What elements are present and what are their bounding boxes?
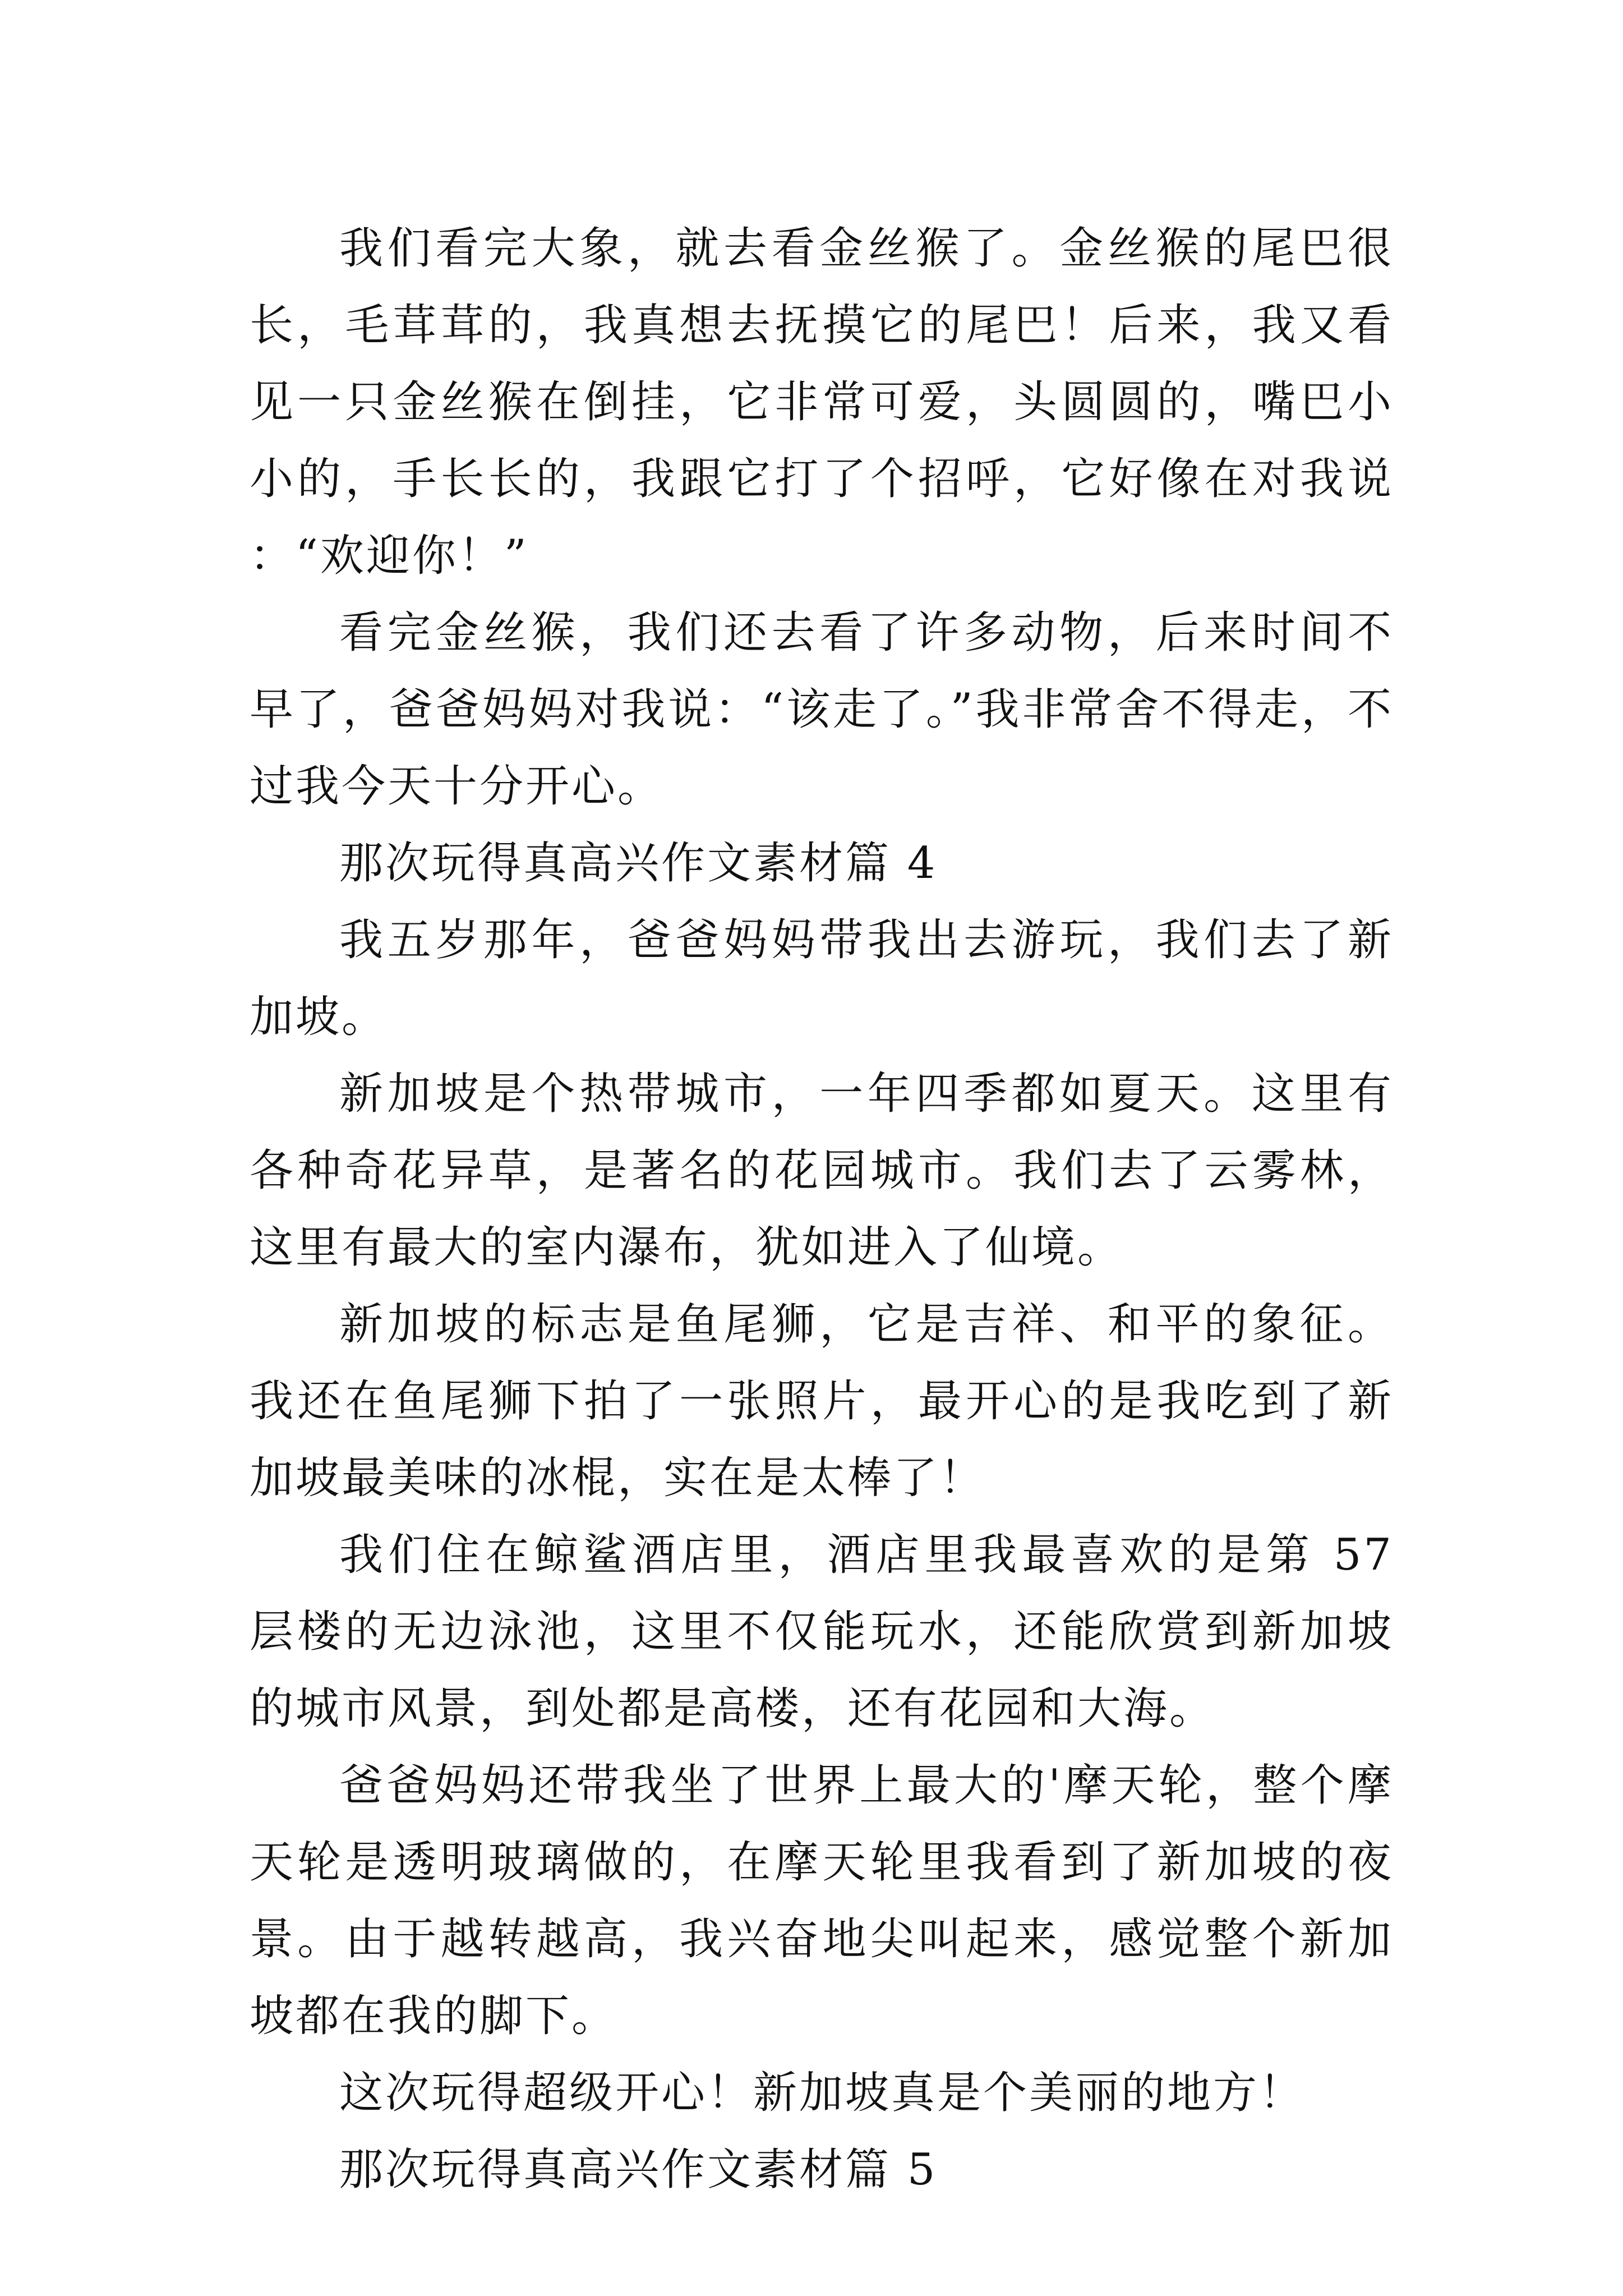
section-heading-4: 那次玩得真高兴作文素材篇 4 xyxy=(339,838,938,889)
paragraph-ferris-wheel: 爸爸妈妈还带我坐了世界上最大的'摩天轮，整个摩天轮是透明玻璃做的，在摩天轮里我看到了新加坡的夜景。由于越转越高，我兴奋地尖叫起来，感觉整个新加坡都在我的脚下。 xyxy=(250,1760,1394,2041)
section-heading-5: 那次玩得真高兴作文素材篇 5 xyxy=(339,2145,938,2195)
paragraph-hotel-pool: 我们住在鲸鲨酒店里，酒店里我最喜欢的是第 57 层楼的无边泳池，这里不仅能玩水，还能欣赏到新加坡的城市风景，到处都是高楼，还有花园和大海。 xyxy=(250,1530,1394,1734)
document-body xyxy=(250,210,1394,2208)
paragraph-merlion: 新加坡的标志是鱼尾狮，它是吉祥、和平的象征。我还在鱼尾狮下拍了一张照片，最开心的是我吃到了新加坡最美味的冰棍，实在是太棒了！ xyxy=(250,1299,1394,1503)
paragraph-golden-monkey: 我们看完大象，就去看金丝猴了。金丝猴的尾巴很长，毛茸茸的，我真想去抚摸它的尾巴！后来，我又看见一只金丝猴在倒挂，它非常可爱，头圆圆的，嘴巴小小的，手长长的，我跟它打了个招呼，它好像在对我说：“欢迎你！” xyxy=(250,223,1394,581)
paragraph-leaving-zoo: 看完金丝猴，我们还去看了许多动物，后来时间不早了，爸爸妈妈对我说：“该走了。”我非常舍不得走，不过我今天十分开心。 xyxy=(250,608,1394,812)
paragraph-garden-city: 新加坡是个热带城市，一年四季都如夏天。这里有各种奇花异草，是著名的花园城市。我们去了云雾林，这里有最大的室内瀑布，犹如进入了仙境。 xyxy=(250,1069,1394,1273)
paragraph-trip-intro: 我五岁那年，爸爸妈妈带我出去游玩，我们去了新加坡。 xyxy=(250,915,1394,1042)
paragraph-conclusion: 这次玩得超级开心！新加坡真是个美丽的地方！ xyxy=(339,2068,1306,2118)
